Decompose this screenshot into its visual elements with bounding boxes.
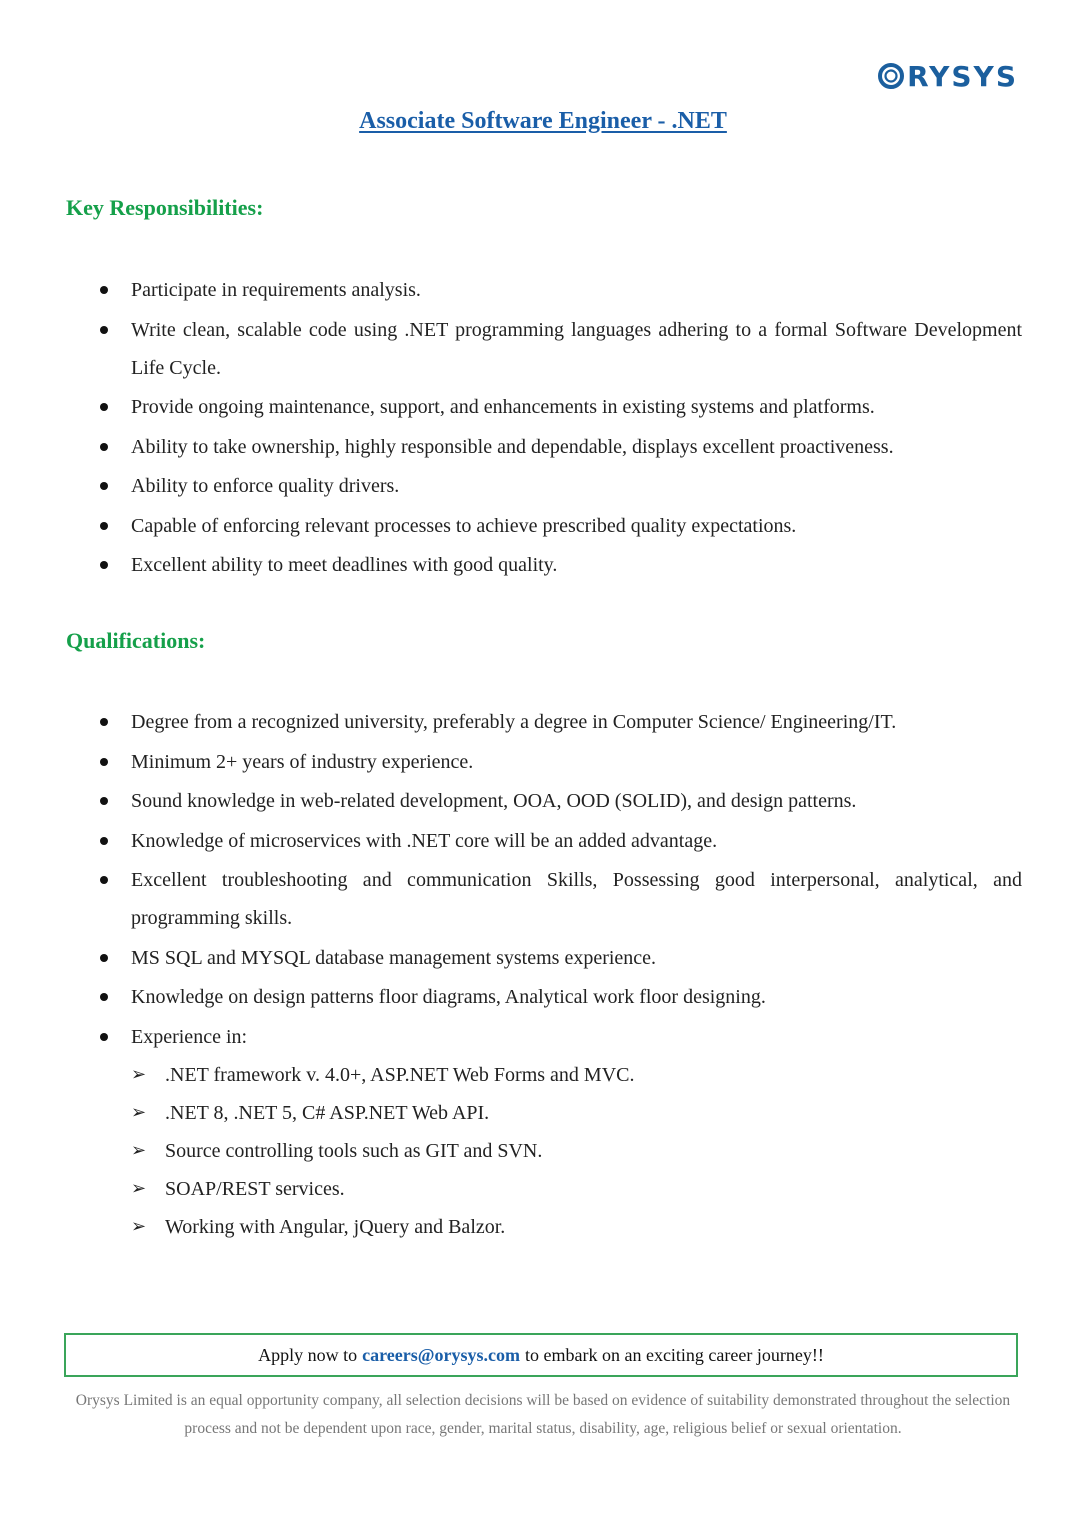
arrow-bullet-icon: ➢ <box>131 1139 147 1161</box>
bullet-icon <box>100 837 108 845</box>
bullet-icon <box>100 718 108 726</box>
bullet-icon <box>100 482 108 490</box>
key-responsibilities-heading: Key Responsibilities: <box>66 195 264 220</box>
bullet-icon <box>100 1033 108 1041</box>
bullet-icon <box>100 993 108 1001</box>
bullet-icon <box>100 403 108 411</box>
careers-email-link[interactable]: careers@orysys.com <box>362 1344 520 1365</box>
arrow-bullet-icon: ➢ <box>131 1101 147 1123</box>
sublist-item: ➢ Source controlling tools such as GIT and SVN. <box>131 1132 1022 1170</box>
arrow-bullet-icon: ➢ <box>131 1177 147 1199</box>
company-logo <box>878 56 1018 96</box>
list-item: Capable of enforcing relevant processes to achieve prescribed quality expectations. <box>96 507 1022 545</box>
apply-now-box <box>64 1333 1018 1377</box>
list-item: Experience in: ➢ .NET framework v. 4.0+, ASP.NET Web Forms and MVC. ➢ .NET 8, .NET 5, C# ASP.NET Web API. ➢ Source controlling tools such as GIT and SVN. ➢ SOAP/REST services. ➢ Working with Angular, jQuery and Balzor. <box>96 1018 1022 1246</box>
sublist-item: ➢ .NET framework v. 4.0+, ASP.NET Web Forms and MVC. <box>131 1056 1022 1094</box>
list-item: Excellent troubleshooting and communication Skills, Possessing good interpersonal, analytical, and programming skills. <box>96 861 1022 937</box>
qualifications-list <box>96 703 1022 1247</box>
equal-opportunity-footer: Orysys Limited is an equal opportunity company, all selection decisions will be based on evidence of suitability demonstrated throughout the selection process and not be dependent upon race, gender, marital status, disability, age, religious belief or sexual orientation. <box>75 1392 1011 1437</box>
list-item: Knowledge on design patterns floor diagrams, Analytical work floor designing. <box>96 978 1022 1016</box>
sublist-item: ➢ .NET 8, .NET 5, C# ASP.NET Web API. <box>131 1094 1022 1132</box>
apply-prefix: Apply now to <box>258 1344 358 1365</box>
bullet-icon <box>100 443 108 451</box>
bullet-icon <box>100 286 108 294</box>
page-title: Associate Software Engineer - .NET <box>359 108 727 134</box>
list-item: Participate in requirements analysis. <box>96 271 1022 309</box>
orysys-o-logo-icon <box>878 63 904 89</box>
bullet-icon <box>100 522 108 530</box>
arrow-bullet-icon: ➢ <box>131 1215 147 1237</box>
list-item: Sound knowledge in web-related development, OOA, OOD (SOLID), and design patterns. <box>96 782 1022 820</box>
sublist-item: ➢ SOAP/REST services. <box>131 1170 1022 1208</box>
sublist-item: ➢ Working with Angular, jQuery and Balzor. <box>131 1208 1022 1246</box>
bullet-icon <box>100 758 108 766</box>
bullet-icon <box>100 876 108 884</box>
apply-suffix: to embark on an exciting career journey!! <box>524 1344 824 1365</box>
bullet-icon <box>100 954 108 962</box>
experience-sublist <box>131 1056 1022 1246</box>
list-item: Provide ongoing maintenance, support, and enhancements in existing systems and platforms. <box>96 388 1022 426</box>
bullet-icon <box>100 561 108 569</box>
bullet-icon <box>100 326 108 334</box>
logo-text: RYSYS <box>907 59 1018 93</box>
list-item: Excellent ability to meet deadlines with good quality. <box>96 546 1022 584</box>
arrow-bullet-icon: ➢ <box>131 1063 147 1085</box>
bullet-icon <box>100 797 108 805</box>
list-item: Degree from a recognized university, preferably a degree in Computer Science/ Engineering/IT. <box>96 703 1022 741</box>
list-item: Minimum 2+ years of industry experience. <box>96 743 1022 781</box>
list-item: Ability to take ownership, highly responsible and dependable, displays excellent proactiveness. <box>96 428 1022 466</box>
qualifications-heading: Qualifications: <box>66 628 206 653</box>
list-item: MS SQL and MYSQL database management systems experience. <box>96 939 1022 977</box>
key-responsibilities-list <box>96 271 1022 586</box>
list-item: Ability to enforce quality drivers. <box>96 467 1022 505</box>
list-item: Knowledge of microservices with .NET core will be an added advantage. <box>96 822 1022 860</box>
list-item: Write clean, scalable code using .NET programming languages adhering to a formal Software Development Life Cycle. <box>96 311 1022 387</box>
